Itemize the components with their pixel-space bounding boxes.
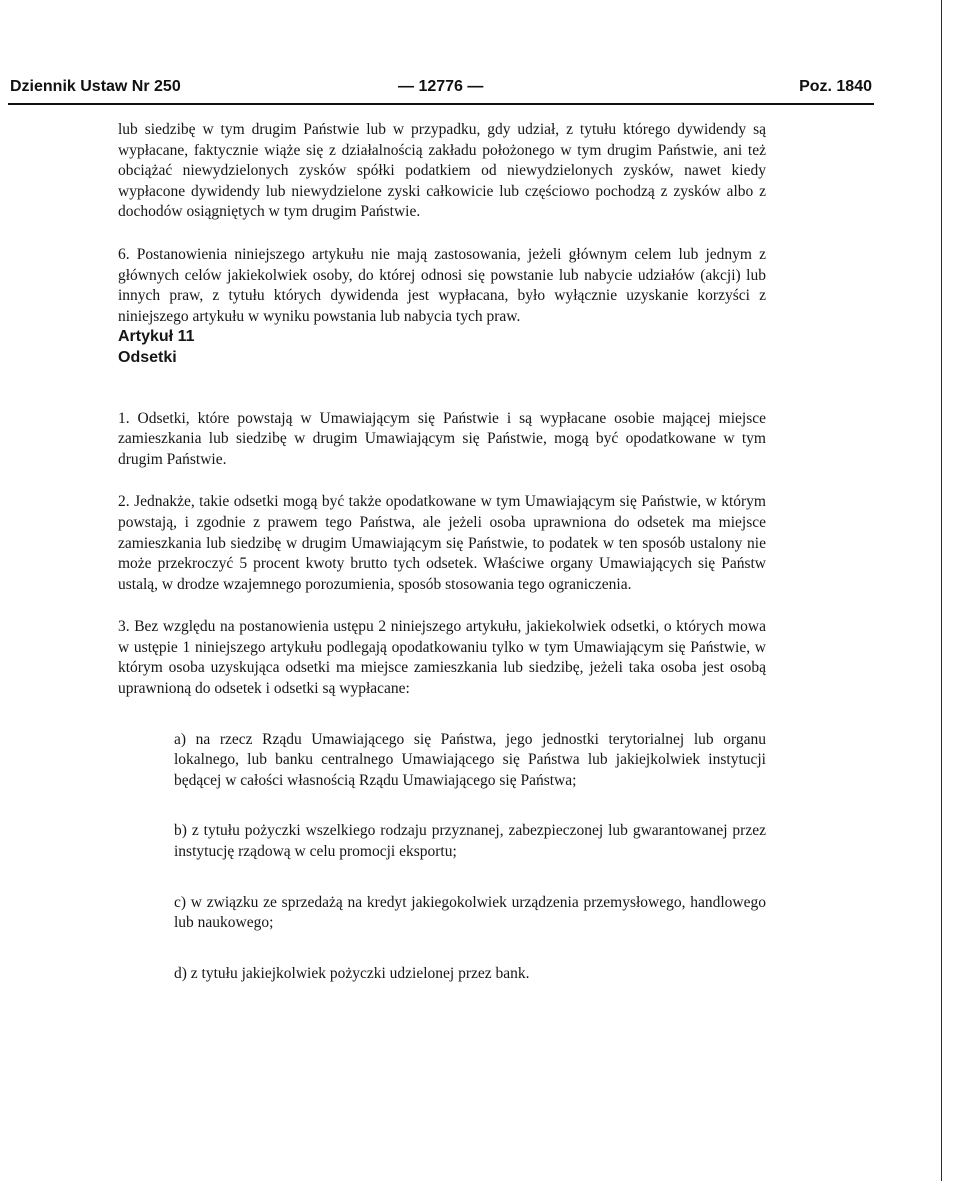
- document-body: [118, 120, 766, 984]
- list-item-c: c) w związku ze sprzedażą na kredyt jakiegokolwiek urządzenia przemysłowego, handlowego lub naukowego;: [174, 893, 766, 932]
- paragraph-2: 2. Jednakże, takie odsetki mogą być także opodatkowane w tym Umawiającym się Państwie, w którym powstają, i zgodnie z prawem tego Państwa, ale jeżeli osoba uprawniona do odsetek ma miejsce zamieszkania lub siedzibę w drugim Umawiającym się Państwie, to podatek w ten sposób ustalony nie może przekroczyć 5 procent kwoty brutto tych odsetek. Właściwe organy Umawiających się Państw ustalą, w drodze wzajemnego porozumienia, sposób stosowania tego ograniczenia.: [118, 493, 766, 593]
- header-rule: [8, 103, 874, 105]
- page-number: — 12776 —: [398, 78, 484, 95]
- page-header: [10, 78, 872, 100]
- continuation-paragraph: lub siedzibę w tym drugim Państwie lub w przypadku, gdy udział, z tytułu którego dywidendy są wypłacane, faktycznie wiąże się z działalnością zakładu położonego w tym drugim Państwie, ani też obciążać niewydzielonych zysków spółki podatkiem od niewydzielonych zysków, nawet kiedy wypłacone dywidendy lub niewydzielone zyski całkowicie lub częściowo pochodzą z zysków albo z dochodów osiągniętych w tym drugim Państwie.: [118, 121, 766, 221]
- list-item-b: b) z tytułu pożyczki wszelkiego rodzaju przyznanej, zabezpieczonej lub gwarantowanej przez instytucję rządową w celu promocji eksportu;: [174, 822, 766, 861]
- list-item-a: a) na rzecz Rządu Umawiającego się Państwa, jego jednostki terytorialnej lub organu lokalnego, lub banku centralnego Umawiającego się Państwa lub jakiejkolwiek instytucji będącej w całości własnością Rządu Umawiającego się Państwa;: [174, 730, 766, 789]
- paragraph-6: 6. Postanowienia niniejszego artykułu nie mają zastosowania, jeżeli głównym celem lub jednym z głównych celów jakiekolwiek osoby, do której odnosi się powstanie lub nabycie udziałów (akcji) lub innych praw, z tytułu których dywidenda jest wypłacana, było wyłącznie uzyskanie korzyści z niniejszego artykułu w wyniku powstania lub nabycia tych praw.: [118, 245, 766, 325]
- journal-title: Dziennik Ustaw Nr 250: [10, 78, 181, 95]
- article-title: Artykuł 11: [118, 328, 195, 346]
- interest-exemption-list: [174, 730, 766, 985]
- paragraph-3: 3. Bez względu na postanowienia ustępu 2 niniejszego artykułu, jakiekolwiek odsetki, o których mowa w ustępie 1 niniejszego artykułu podlegają opodatkowaniu tylko w tym Umawiającym się Państwie, w którym osoba uzyskująca odsetki ma miejsce zamieszkania lub siedzibę, jeżeli taka osoba jest osobą uprawnioną do odsetek i odsetki są wypłacane:: [118, 618, 766, 698]
- paragraph-1: 1. Odsetki, które powstają w Umawiającym się Państwie i są wypłacane osobie mającej miejsce zamieszkania lub siedzibę w drugim Umawiającym się Państwie, mogą być opodatkowane w tym drugim Państwie.: [118, 409, 766, 468]
- scan-edge-line: [941, 0, 942, 1181]
- position-number: Poz. 1840: [799, 78, 872, 95]
- list-item-d: d) z tytułu jakiejkolwiek pożyczki udzielonej przez bank.: [174, 964, 530, 982]
- article-subtitle: Odsetki: [118, 348, 177, 366]
